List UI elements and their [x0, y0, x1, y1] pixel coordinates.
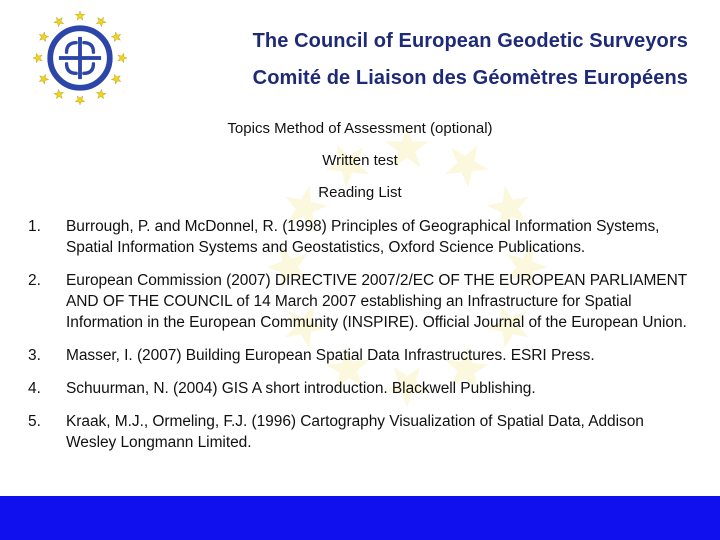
list-item — [28, 378, 698, 399]
list-item — [28, 270, 698, 333]
reading-list-heading: Reading List — [318, 184, 402, 201]
header-titles — [160, 30, 688, 90]
list-item-number: 1. — [28, 218, 41, 235]
clge-logo-icon — [32, 10, 128, 106]
list-item-text: Burrough, P. and McDonnel, R. (1998) Principles of Geographical Information Systems, Spatial Information Systems and Geostatistics, Oxford Science Publications. — [66, 218, 660, 256]
list-item-text: Masser, I. (2007) Building European Spatial Data Infrastructures. ESRI Press. — [66, 347, 595, 364]
list-item-text: European Commission (2007) DIRECTIVE 2007/2/EC OF THE EUROPEAN PARLIAMENT AND OF THE COUNCIL of 14 March 2007 establishing an Infrastructure for Spatial Information in the European Community (INSPIRE). Official Journal of the European Union. — [66, 272, 687, 331]
list-item — [28, 411, 698, 453]
title-english: The Council of European Geodetic Surveyors — [252, 30, 688, 52]
reading-list — [28, 216, 698, 465]
list-item-number: 4. — [28, 380, 41, 397]
list-item-number: 3. — [28, 347, 41, 364]
title-french: Comité de Liaison des Géomètres Européens — [252, 67, 688, 89]
list-item-text: Kraak, M.J., Ormeling, F.J. (1996) Cartography Visualization of Spatial Data, Addison Wesley Longmann Limited. — [66, 413, 644, 451]
list-item-number: 5. — [28, 413, 41, 430]
assessment-method: Written test — [322, 152, 398, 169]
list-item-number: 2. — [28, 272, 41, 289]
list-item — [28, 216, 698, 258]
topic-subtitle: Topics Method of Assessment (optional) — [227, 120, 493, 137]
list-item-text: Schuurman, N. (2004) GIS A short introduction. Blackwell Publishing. — [66, 380, 536, 397]
footer-bar — [0, 496, 720, 540]
list-item — [28, 345, 698, 366]
